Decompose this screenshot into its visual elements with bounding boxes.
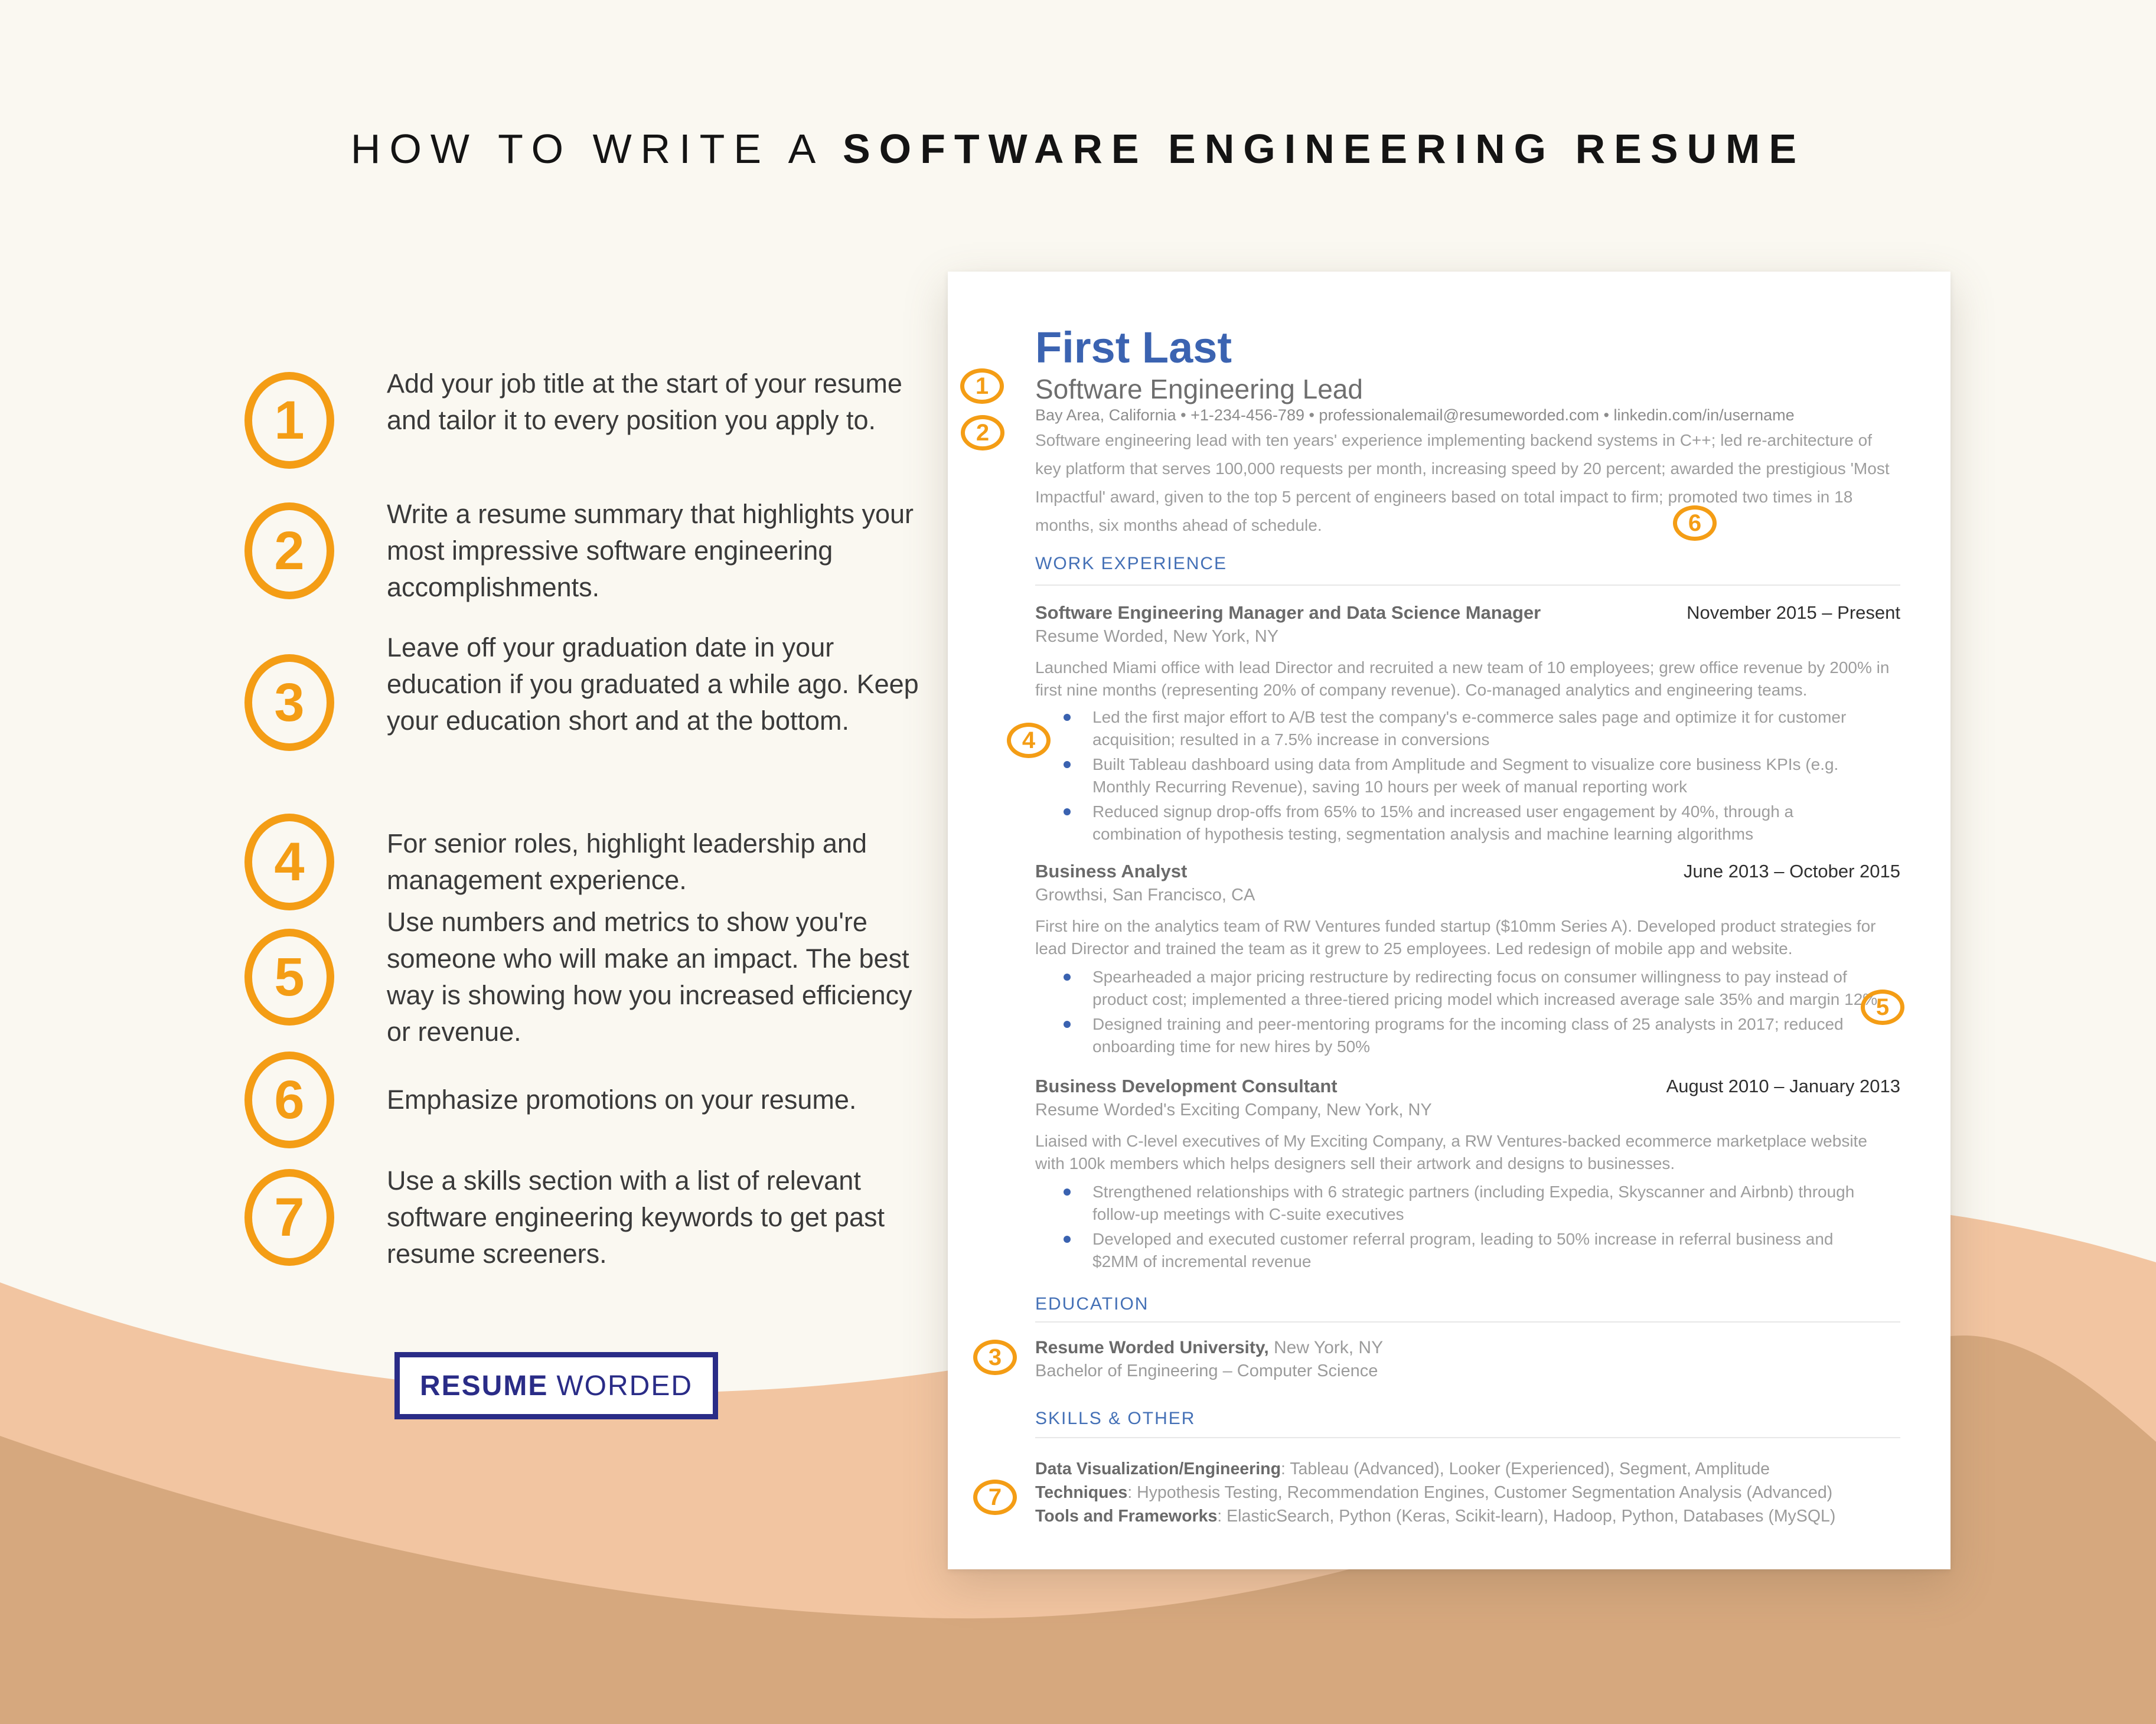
resume-name: First Last xyxy=(1035,323,1232,372)
job-2-header xyxy=(1035,861,1900,882)
tip-6-number: 6 xyxy=(274,1069,305,1130)
section-heading-skills: SKILLS & OTHER xyxy=(1035,1409,1196,1428)
bullet-text: Strengthened relationships with 6 strategic partners (including Expedia, Skyscanner and Airbnb) through follow-up meetings with C-suite executives xyxy=(1092,1183,1855,1223)
job-2-bullets xyxy=(1035,966,1900,1060)
education-degree: Bachelor of Engineering – Computer Science xyxy=(1035,1361,1378,1380)
bullet-dot-icon xyxy=(1064,1021,1071,1028)
tip-1-number: 1 xyxy=(274,390,305,450)
section-heading-work-experience: WORK EXPERIENCE xyxy=(1035,554,1228,573)
skill-line-techniques xyxy=(1035,1481,1900,1504)
tip-3-text: Leave off your graduation date in your education if you graduated a while ago. Keep your education short and at the bottom. xyxy=(387,632,919,736)
tip-3-number-badge xyxy=(244,654,334,751)
resume-card xyxy=(948,272,1950,1569)
bullet-item xyxy=(1035,753,1880,798)
job-2-title: Business Analyst xyxy=(1035,861,1188,881)
job-3-summary: Liaised with C-level executives of My Exciting Company, a RW Ventures-backed ecommerce marketplace website with 100k members which helps designers sell their artwork and designs to businesses. xyxy=(1035,1132,1867,1173)
tip-7-number-badge xyxy=(244,1169,334,1266)
logo-text-bold: RESUME xyxy=(419,1370,549,1402)
tip-1-text: Add your job title at the start of your resume and tailor it to every position you apply to. xyxy=(387,368,902,435)
bullet-item xyxy=(1035,801,1880,845)
bullet-item xyxy=(1035,706,1880,751)
job-2-company: Growthsi, San Francisco, CA xyxy=(1035,886,1255,905)
job-1-summary: Launched Miami office with lead Director and recruited a new team of 10 employees; grew office revenue by 200% in first nine months (representing 20% of company revenue). Co-managed analytics and engineering teams. xyxy=(1035,658,1890,699)
callout-badge-5: 5 xyxy=(1861,990,1904,1025)
callout-badge-3: 3 xyxy=(973,1340,1017,1375)
tip-3-number: 3 xyxy=(274,672,305,733)
tip-4-number: 4 xyxy=(274,831,305,892)
skill-label: Techniques xyxy=(1035,1483,1128,1502)
tip-7-text: Use a skills section with a list of relevant software engineering keywords to get past resume screeners. xyxy=(387,1165,885,1269)
tip-5-number-badge xyxy=(244,929,334,1026)
job-2-summary: First hire on the analytics team of RW Ventures funded startup ($10mm Series A). Developed product strategies for lead Director and trained the team as it grew to 25 employees. Led redesign of mobile app and website. xyxy=(1035,917,1876,958)
resume-worded-logo xyxy=(394,1352,718,1419)
skill-line-tools-frameworks xyxy=(1035,1504,1900,1528)
bullet-text: Built Tableau dashboard using data from Amplitude and Segment to visualize core business KPIs (e.g. Monthly Recurring Revenue), saving 10 hours per week of manual reporting work xyxy=(1092,755,1839,796)
bullet-dot-icon xyxy=(1064,761,1071,768)
bullet-dot-icon xyxy=(1064,714,1071,721)
tip-2-number: 2 xyxy=(274,520,305,581)
education-school xyxy=(1035,1338,1900,1358)
resume-role: Software Engineering Lead xyxy=(1035,374,1363,404)
job-1-company: Resume Worded, New York, NY xyxy=(1035,627,1279,646)
job-3-title: Business Development Consultant xyxy=(1035,1076,1338,1096)
resume-summary: Software engineering lead with ten years' experience implementing backend systems in C++; led re-architecture of key platform that serves 100,000 requests per month, increasing speed by 20 percent; awarded the prestigious 'Most Impactful' award, given to the top 5 percent of engineers based on total impact to firm; promoted two times in 18 months, six months ahead of schedule. xyxy=(1035,431,1890,534)
tip-6-text: Emphasize promotions on your resume. xyxy=(387,1085,857,1115)
divider xyxy=(1035,1437,1900,1438)
education-school-location: New York, NY xyxy=(1268,1338,1384,1357)
tip-2-text: Write a resume summary that highlights your most impressive software engineering accomplishments. xyxy=(387,499,914,602)
bullet-text: Led the first major effort to A/B test the company's e-commerce sales page and optimize it for customer acquisition; resulted in a 7.5% increase in conversions xyxy=(1092,708,1847,749)
tip-1-number-badge xyxy=(244,372,334,469)
bullet-text: Developed and executed customer referral program, leading to 50% increase in referral business and $2MM of incremental revenue xyxy=(1092,1230,1834,1271)
resume-contact: Bay Area, California • +1-234-456-789 • professionalemail@resumeworded.com • linkedin.com/in/username xyxy=(1035,406,1795,424)
tip-6-number-badge xyxy=(244,1052,334,1148)
tip-2-number-badge xyxy=(244,502,334,599)
tip-5-text: Use numbers and metrics to show you're someone who will make an impact. The best way is showing how you increased efficiency or revenue. xyxy=(387,907,912,1047)
bullet-dot-icon xyxy=(1064,1188,1071,1196)
job-1-header xyxy=(1035,602,1900,623)
bullet-dot-icon xyxy=(1064,974,1071,981)
bullet-item xyxy=(1035,1013,1880,1058)
tip-5-number: 5 xyxy=(274,946,305,1007)
page-title-light: HOW TO WRITE A xyxy=(350,126,843,172)
job-3-company: Resume Worded's Exciting Company, New York, NY xyxy=(1035,1101,1432,1119)
tip-4-text: For senior roles, highlight leadership and management experience. xyxy=(387,828,867,895)
divider xyxy=(1035,1321,1900,1323)
bullet-text: Spearheaded a major pricing restructure by redirecting focus on consumer willingness to pay instead of product cost; implemented a three-tiered pricing model which increased average sale 35% and margin 12% xyxy=(1092,968,1878,1008)
job-1-title: Software Engineering Manager and Data Science Manager xyxy=(1035,602,1541,623)
divider xyxy=(1035,585,1900,586)
callout-badge-2: 2 xyxy=(961,415,1004,450)
bullet-item xyxy=(1035,1228,1880,1273)
job-3-bullets xyxy=(1035,1181,1900,1275)
page-title xyxy=(0,125,2156,172)
job-1-bullets xyxy=(1035,706,1900,848)
education-school-name: Resume Worded University, xyxy=(1035,1338,1269,1357)
callout-badge-4: 4 xyxy=(1007,723,1051,758)
skill-values: : Hypothesis Testing, Recommendation Engines, Customer Segmentation Analysis (Advanced) xyxy=(1127,1483,1833,1502)
bullet-dot-icon xyxy=(1064,808,1071,815)
bullet-text: Reduced signup drop-offs from 65% to 15% and increased user engagement by 40%, through a combination of hypothesis testing, segmentation analysis and machine learning algorithms xyxy=(1092,802,1794,843)
skill-values: : ElasticSearch, Python (Keras, Scikit-learn), Hadoop, Python, Databases (MySQL) xyxy=(1217,1507,1836,1526)
skill-values: : Tableau (Advanced), Looker (Experienced), Segment, Amplitude xyxy=(1280,1459,1770,1478)
job-3-header xyxy=(1035,1076,1900,1097)
skill-line-data-visualization xyxy=(1035,1457,1900,1481)
callout-badge-7: 7 xyxy=(973,1480,1017,1515)
tip-7-number: 7 xyxy=(274,1187,305,1248)
callout-badge-1: 1 xyxy=(960,368,1004,404)
bullet-dot-icon xyxy=(1064,1236,1071,1243)
job-1-dates: November 2015 – Present xyxy=(1687,602,1900,623)
job-2-dates: June 2013 – October 2015 xyxy=(1683,861,1900,881)
section-heading-education: EDUCATION xyxy=(1035,1294,1149,1314)
tip-4-number-badge xyxy=(244,814,334,910)
job-3-dates: August 2010 – January 2013 xyxy=(1666,1076,1900,1096)
skill-label: Tools and Frameworks xyxy=(1035,1507,1218,1526)
skill-label: Data Visualization/Engineering xyxy=(1035,1459,1281,1478)
bullet-item xyxy=(1035,966,1880,1011)
logo-text-regular: WORDED xyxy=(556,1370,693,1402)
callout-badge-6: 6 xyxy=(1673,505,1717,541)
bullet-item xyxy=(1035,1181,1880,1226)
bullet-text: Designed training and peer-mentoring programs for the incoming class of 25 analysts in 2017; reduced onboarding time for new hires by 50% xyxy=(1092,1015,1844,1056)
page-title-bold: SOFTWARE ENGINEERING RESUME xyxy=(842,126,1806,172)
